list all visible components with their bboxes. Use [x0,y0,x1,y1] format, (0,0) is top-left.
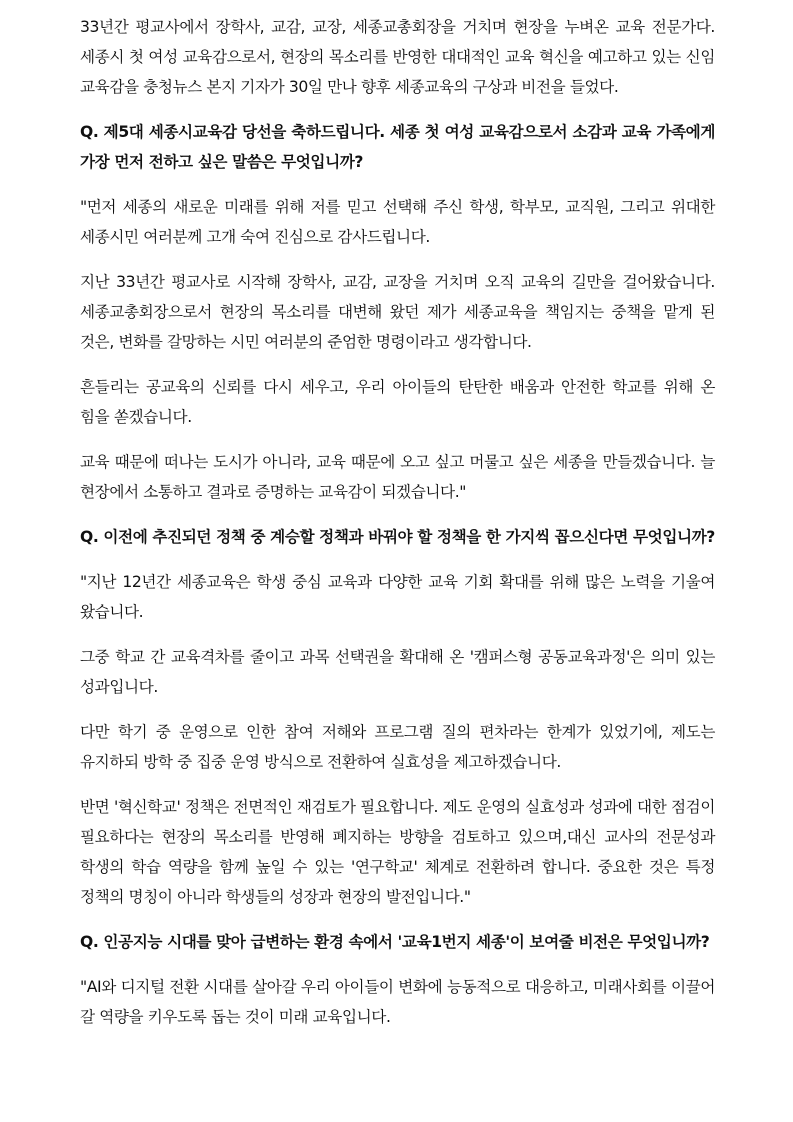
answer-1-paragraph-1: "먼저 세종의 새로운 미래를 위해 저를 믿고 선택해 주신 학생, 학부모, 교직원, 그리고 위대한 세종시민 여러분께 고개 숙여 진심으로 감사드립니다. [80,198,715,246]
answer-2-paragraph-2: 그중 학교 간 교육격차를 줄이고 과목 선택권을 확대해 온 '캠퍼스형 공동교육과정'은 의미 있는 성과입니다. [80,648,715,696]
answer-3-paragraph-1: "AI와 디지털 전환 시대를 살아갈 우리 아이들이 변화에 능동적으로 대응하고, 미래사회를 이끌어 갈 역량을 키우도록 돕는 것이 미래 교육입니다. [80,978,715,1026]
answer-1-paragraph-4: 교육 때문에 떠나는 도시가 아니라, 교육 때문에 오고 싶고 머물고 싶은 세종을 만들겠습니다. 늘 현장에서 소통하고 결과로 증명하는 교육감이 되겠습니다." [80,453,715,501]
answer-2-paragraph-3: 다만 학기 중 운영으로 인한 참여 저해와 프로그램 질의 편차라는 한계가 있었기에, 제도는 유지하되 방학 중 집중 운영 방식으로 전환하여 실효성을 제고하겠습니다. [80,723,715,771]
question-1: Q. 제5대 세종시교육감 당선을 축하드립니다. 세종 첫 여성 교육감으로서 소감과 교육 가족에게 가장 먼저 전하고 싶은 말씀은 무엇입니까? [80,123,715,171]
answer-2-paragraph-1: "지난 12년간 세종교육은 학생 중심 교육과 다양한 교육 기회 확대를 위해 많은 노력을 기울여 왔습니다. [80,573,715,621]
answer-1-paragraph-3: 흔들리는 공교육의 신뢰를 다시 세우고, 우리 아이들의 탄탄한 배움과 안전한 학교를 위해 온 힘을 쏟겠습니다. [80,378,715,426]
question-3: Q. 인공지능 시대를 맞아 급변하는 환경 속에서 '교육1번지 세종'이 보여줄 비전은 무엇입니까? [80,933,710,951]
answer-1-paragraph-2: 지난 33년간 평교사로 시작해 장학사, 교감, 교장을 거치며 오직 교육의 길만을 걸어왔습니다. 세종교총회장으로서 현장의 목소리를 대변해 왔던 제가 세종교육을 책임지는 중책을 맡게 된 것은, 변화를 갈망하는 시민 여러분의 준엄한 명령이라고 생각합니다. [80,273,715,351]
question-2: Q. 이전에 추진되던 정책 중 계승할 정책과 바꿔야 할 정책을 한 가지씩 꼽으신다면 무엇입니까? [80,528,715,546]
answer-2-paragraph-4: 반면 '혁신학교' 정책은 전면적인 재검토가 필요합니다. 제도 운영의 실효성과 성과에 대한 점검이 필요하다는 현장의 목소리를 반영해 폐지하는 방향을 검토하고 있으며,대신 교사의 전문성과 학생의 학습 역량을 함께 높일 수 있는 '연구학교' 체계로 전환하려 합니다. 중요한 것은 특정 정책의 명칭이 아니라 학생들의 성장과 현장의 발전입니다." [80,798,715,906]
intro-paragraph: 33년간 평교사에서 장학사, 교감, 교장, 세종교총회장을 거치며 현장을 누벼온 교육 전문가다. 세종시 첫 여성 교육감으로서, 현장의 목소리를 반영한 대대적인 교육 혁신을 예고하고 있는 신임 교육감을 충청뉴스 본지 기자가 30일 만나 향후 세종교육의 구상과 비전을 들었다. [80,18,715,96]
